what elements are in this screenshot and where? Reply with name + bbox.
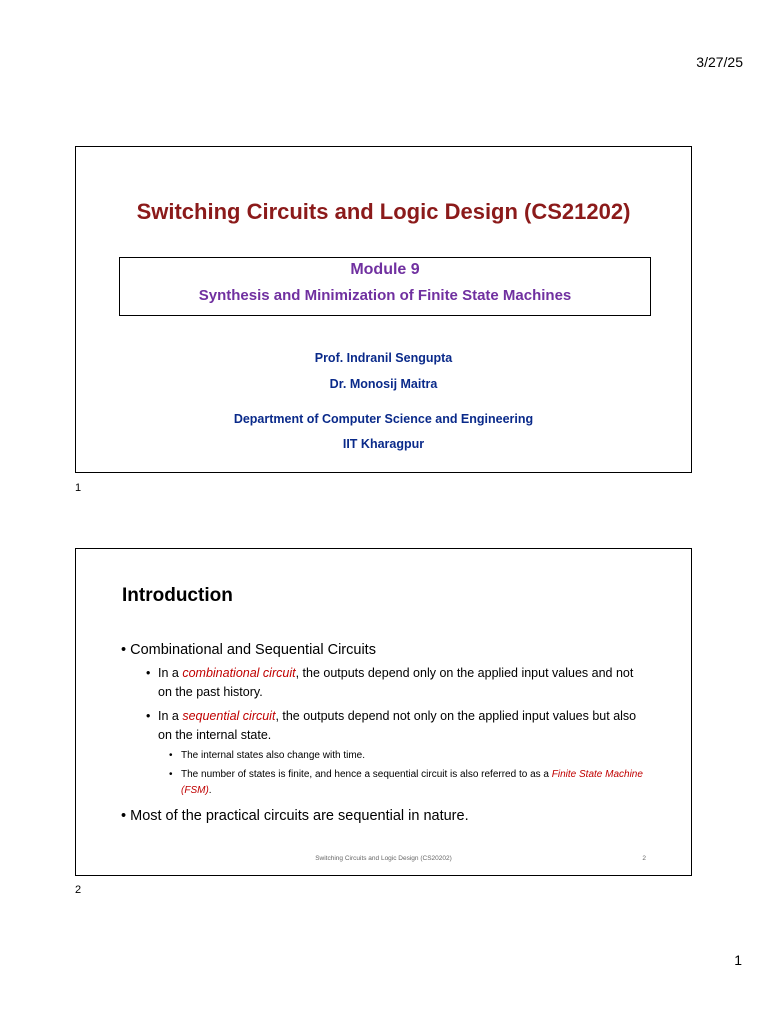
bullet-dot: • <box>121 642 127 658</box>
term-fsm: Finite State Machine (FSM) <box>181 769 643 796</box>
bullet-dot: • <box>169 769 173 780</box>
institute: IIT Kharagpur <box>342 437 425 451</box>
slide-1 <box>75 146 692 473</box>
term-sequential-circuit: sequential circuit <box>182 709 276 723</box>
sub-sub-bullet-internal-states: • The internal states also change with time. <box>169 748 659 764</box>
author-1: Prof. Indranil Sengupta <box>314 351 453 365</box>
sub-sub-bullet-fsm: • The number of states is finite, and hence a sequential circuit is also referred to as a Finite State Machine (FSM). <box>169 769 643 796</box>
module-box <box>119 257 651 316</box>
sub-bullet-sequential: • In a sequential circuit, the outputs depend not only on the applied input values but also on the internal state. <box>146 709 637 742</box>
bullet-dot: • <box>169 750 173 761</box>
slide-2 <box>75 548 692 876</box>
bullet-dot: • <box>146 666 151 680</box>
slide-footer: Switching Circuits and Logic Design (CS20202) <box>315 855 452 862</box>
slide-label-1: 1 <box>75 482 82 494</box>
term-combinational-circuit: combinational circuit <box>182 666 296 680</box>
department: Department of Computer Science and Engineering <box>233 412 534 426</box>
module-number: Module 9 <box>350 261 420 278</box>
slide-title: Introduction <box>122 585 233 606</box>
slide-footer-page: 2 <box>642 855 646 862</box>
print-date: 3/27/25 <box>696 54 743 70</box>
bullet-dot: • <box>146 709 151 723</box>
page-number: 1 <box>734 952 742 968</box>
bullet-practical-circuits <box>121 807 469 825</box>
course-title: Switching Circuits and Logic Design (CS21202) <box>136 199 631 224</box>
bullet-dot: • <box>121 808 127 824</box>
bullet-combinational-sequential <box>121 641 376 659</box>
slide-label-2: 2 <box>75 884 82 896</box>
module-subtitle: Synthesis and Minimization of Finite State Machines <box>198 287 572 304</box>
sub-bullet-combinational: • In a combinational circuit, the outputs depend only on the applied input values and not on the past history. <box>146 666 634 699</box>
author-2: Dr. Monosij Maitra <box>329 377 438 391</box>
bullet-text: Combinational and Sequential Circuits <box>130 642 376 658</box>
bullet-text: Most of the practical circuits are sequential in nature. <box>130 808 469 824</box>
